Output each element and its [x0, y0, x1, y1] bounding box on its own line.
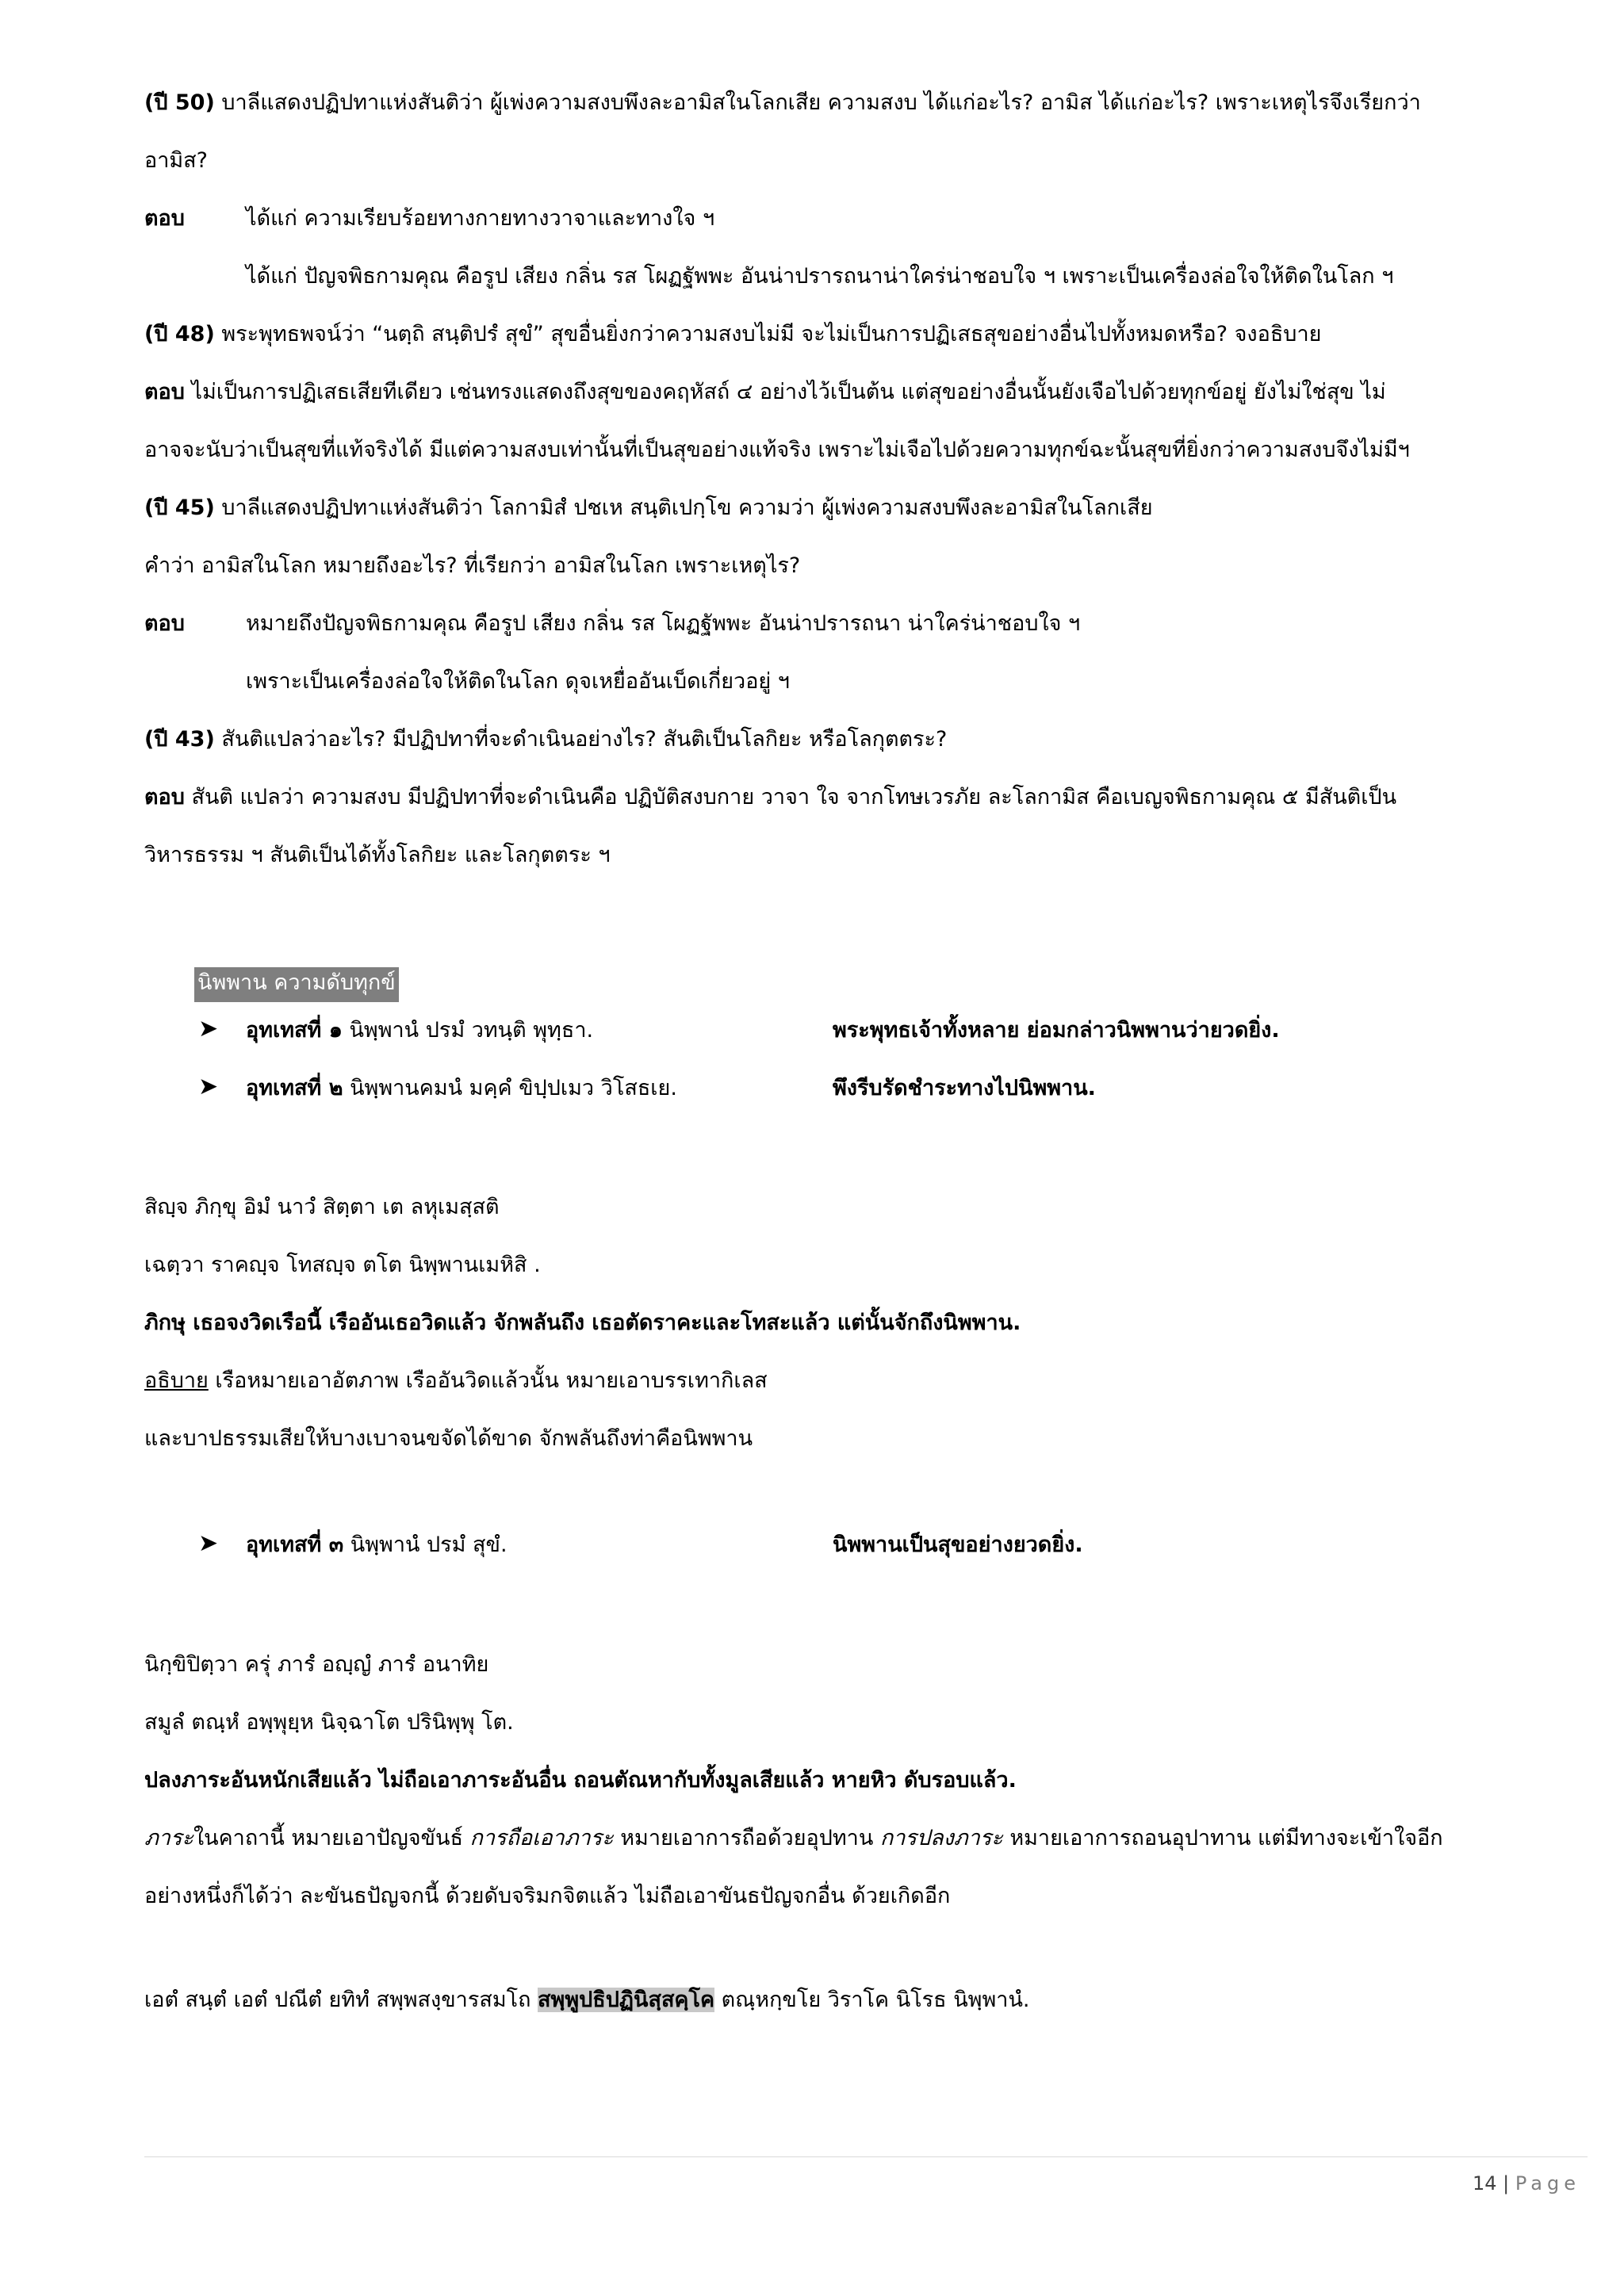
year-label: (ปี 50) [144, 90, 215, 115]
explanation-text: เรือหมายเอาอัตภาพ เรืออันวิดแล้วนั้น หมายเอาบรรเทากิเลส [208, 1368, 768, 1393]
note-term: การปลงภาระ [879, 1826, 1003, 1850]
year-label: (ปี 45) [144, 496, 215, 520]
explanation-line1 [144, 1367, 1572, 1395]
section-heading: นิพพาน ความดับทุกข์ [194, 967, 399, 1002]
question-50-cont [144, 147, 1572, 175]
page-word: Page [1515, 2172, 1580, 2195]
pali-text: นิพฺพานคมนํ มคฺคํ ขิปฺปเมว วิโสธเย. [343, 1076, 677, 1100]
answer-43-line2 [144, 841, 1572, 870]
question-45-cont [144, 552, 1572, 580]
verse2-line2: สมูลํ ตณฺหํ อพฺพุยฺห นิจฺฉาโต ปรินิพฺพุ โต. [144, 1710, 514, 1735]
answer-label: ตอบ [144, 611, 185, 636]
answer-text: ได้แก่ ปัญจพิธกามคุณ คือรูป เสียง กลิ่น รส โผฏฐัพพะ อันน่าปรารถนาน่าใคร่น่าชอบใจ ฯ เพราะเป็นเครื่องล่อใจให้ติดในโลก ฯ [246, 264, 1394, 289]
note-text: ในคาถานี้ หมายเอาปัญจขันธ์ [193, 1826, 470, 1850]
pali-text: นิพฺพานํ ปรมํ สุขํ. [343, 1533, 508, 1557]
explanation-label: อธิบาย [144, 1368, 209, 1393]
question-45 [144, 494, 1572, 522]
question-text: พระพุทธพจน์ว่า “นตฺถิ สนฺติปรํ สุขํ” สุขอื่นยิ่งกว่าความสงบไม่มี จะไม่เป็นการปฏิเสธสุขอย่างอื่นไปทั้งหมดหรือ? จงอธิบาย [214, 322, 1322, 346]
question-43 [144, 725, 1572, 754]
note-term: การถือเอาภาระ [469, 1826, 614, 1850]
question-text: บาลีแสดงปฏิปทาแห่งสันติว่า ผู้เพ่งความสงบพึงละอามิสในโลกเสีย ความสงบ ได้แก่อะไร? อามิส ได้แก่อะไร? เพราะเหตุไรจึงเรียกว่า [214, 90, 1421, 115]
uddesa-3-translation: นิพพานเป็นสุขอย่างยวดยิ่ง. [833, 1533, 1083, 1557]
answer-label: ตอบ [144, 380, 185, 404]
uddesa-3 [246, 1531, 508, 1559]
arrow-bullet-icon: ➤ [198, 1073, 219, 1100]
question-48 [144, 320, 1572, 349]
pali-text: ตณฺหกฺขโย วิราโค นิโรธ นิพฺพานํ. [714, 1988, 1030, 2012]
question-text: บาลีแสดงปฏิปทาแห่งสันติว่า โลกามิสํ ปชเห สนฺติเปกฺโข ความว่า ผู้เพ่งความสงบพึงละอามิสในโลกเสีย [214, 496, 1153, 520]
final-pali-line [144, 1986, 1572, 2015]
answer-text: ไม่เป็นการปฏิเสธเสียทีเดียว เช่นทรงแสดงถึงสุขของคฤหัสถ์ ๔ อย่างไว้เป็นต้น แต่สุขอย่างอื่นนั้นยังเจือไปด้วยทุกข์อยู่ ยังไม่ใช่สุข ไม่ [184, 380, 1386, 404]
uddesa-label: อุทเทสที่ ๒ [246, 1076, 343, 1100]
footer-separator: | [1496, 2172, 1515, 2195]
verse2-translation: ปลงภาระอันหนักเสียแล้ว ไม่ถือเอาภาระอันอื่น ถอนตัณหากับทั้งมูลเสียแล้ว หายหิว ดับรอบแล้ว. [144, 1768, 1017, 1793]
uddesa-2 [246, 1074, 677, 1103]
verse2-line1: นิกฺขิปิตฺวา ครุ่ ภารํ อญฺญํ ภารํ อนาทิย [144, 1652, 489, 1677]
note-line1 [144, 1824, 1572, 1853]
note-text: หมายเอาการถอนอุปาทาน แต่มีทางจะเข้าใจอีก [1002, 1826, 1443, 1850]
note-text: หมายเอาการถือด้วยอุปทาน [613, 1826, 880, 1850]
answer-48-line2 [144, 436, 1572, 465]
answer-text: อาจจะนับว่าเป็นสุขที่แท้จริงได้ มีแต่ความสงบเท่านั้นที่เป็นสุขอย่างแท้จริง เพราะไม่เจือไปด้วยความทุกข์ฉะนั้นสุขที่ยิ่งกว่าความสงบจึงไม่มีฯ [144, 438, 1410, 462]
answer-43-line1 [144, 783, 1572, 812]
question-text: สันติแปลว่าอะไร? มีปฏิปทาที่จะดำเนินอย่างไร? สันติเป็นโลกิยะ หรือโลกุตตระ? [214, 727, 948, 752]
answer-48-line1 [144, 378, 1572, 407]
pali-text: เอตํ สนฺตํ เอตํ ปณีตํ ยทิทํ สพฺพสงฺขารสมโถ [144, 1988, 538, 2012]
uddesa-2-translation: พึงรีบรัดชำระทางไปนิพพาน. [833, 1076, 1096, 1100]
arrow-bullet-icon: ➤ [198, 1015, 219, 1043]
answer-label: ตอบ [144, 206, 185, 231]
page-footer [1473, 2172, 1580, 2195]
footer-divider [144, 2156, 1588, 2157]
answer-45-line1 [144, 610, 1572, 638]
answer-50-line1 [144, 205, 1572, 233]
year-label: (ปี 48) [144, 322, 215, 346]
question-50 [144, 89, 1572, 117]
uddesa-label: อุทเทสที่ ๑ [246, 1018, 343, 1043]
answer-text: สันติ แปลว่า ความสงบ มีปฏิปทาที่จะดำเนินคือ ปฏิบัติสงบกาย วาจา ใจ จากโทษเวรภัย ละโลกามิส คือเบญจพิธกามคุณ ๕ มีสันติเป็น [184, 785, 1397, 809]
arrow-bullet-icon: ➤ [198, 1529, 219, 1557]
question-text: คำว่า อามิสในโลก หมายถึงอะไร? ที่เรียกว่า อามิสในโลก เพราะเหตุไร? [144, 553, 801, 578]
explanation-line2: และบาปธรรมเสียให้บางเบาจนขจัดได้ขาด จักพลันถึงท่าคือนิพพาน [144, 1426, 753, 1451]
answer-label: ตอบ [144, 785, 185, 809]
verse1-line2: เฉตฺวา ราคญฺจ โทสญฺจ ตโต นิพฺพานเมหิสิ . [144, 1253, 541, 1277]
note-term: ภาระ [144, 1826, 193, 1850]
question-text: อามิส? [144, 148, 208, 173]
answer-text: วิหารธรรม ฯ สันติเป็นได้ทั้งโลกิยะ และโลกุตตระ ฯ [144, 843, 611, 867]
note-line2: อย่างหนึ่งก็ได้ว่า ละขันธปัญจกนี้ ด้วยดับจริมกจิตแล้ว ไม่ถือเอาขันธปัญจกอื่น ด้วยเกิดอีก [144, 1884, 951, 1908]
answer-text: หมายถึงปัญจพิธกามคุณ คือรูป เสียง กลิ่น รส โผฏฐัพพะ อันน่าปรารถนา น่าใคร่น่าชอบใจ ฯ [246, 611, 1081, 636]
uddesa-label: อุทเทสที่ ๓ [246, 1533, 344, 1557]
pali-text: นิพฺพานํ ปรมํ วทนฺติ พุทฺธา. [342, 1018, 594, 1043]
page-number: 14 [1473, 2172, 1497, 2195]
verse1-line1: สิญฺจ ภิกฺขุ อิมํ นาวํ สิตฺตา เต ลหุเมสฺสติ [144, 1195, 500, 1219]
year-label: (ปี 43) [144, 727, 215, 752]
answer-text: ได้แก่ ความเรียบร้อยทางกายทางวาจาและทางใจ ฯ [246, 206, 715, 231]
uddesa-1 [246, 1016, 593, 1045]
uddesa-1-translation: พระพุทธเจ้าทั้งหลาย ย่อมกล่าวนิพพานว่ายวดยิ่ง. [833, 1018, 1280, 1043]
highlighted-term: สพฺพูปธิปฏินิสฺสคฺโค [538, 1988, 715, 2012]
answer-text: เพราะเป็นเครื่องล่อใจให้ติดในโลก ดุจเหยื่ออันเบ็ดเกี่ยวอยู่ ฯ [246, 669, 790, 694]
verse1-translation: ภิกษุ เธอจงวิดเรือนี้ เรืออันเธอวิดแล้ว จักพลันถึง เธอตัดราคะและโทสะแล้ว แต่นั้นจักถึงนิพพาน. [144, 1311, 1021, 1335]
